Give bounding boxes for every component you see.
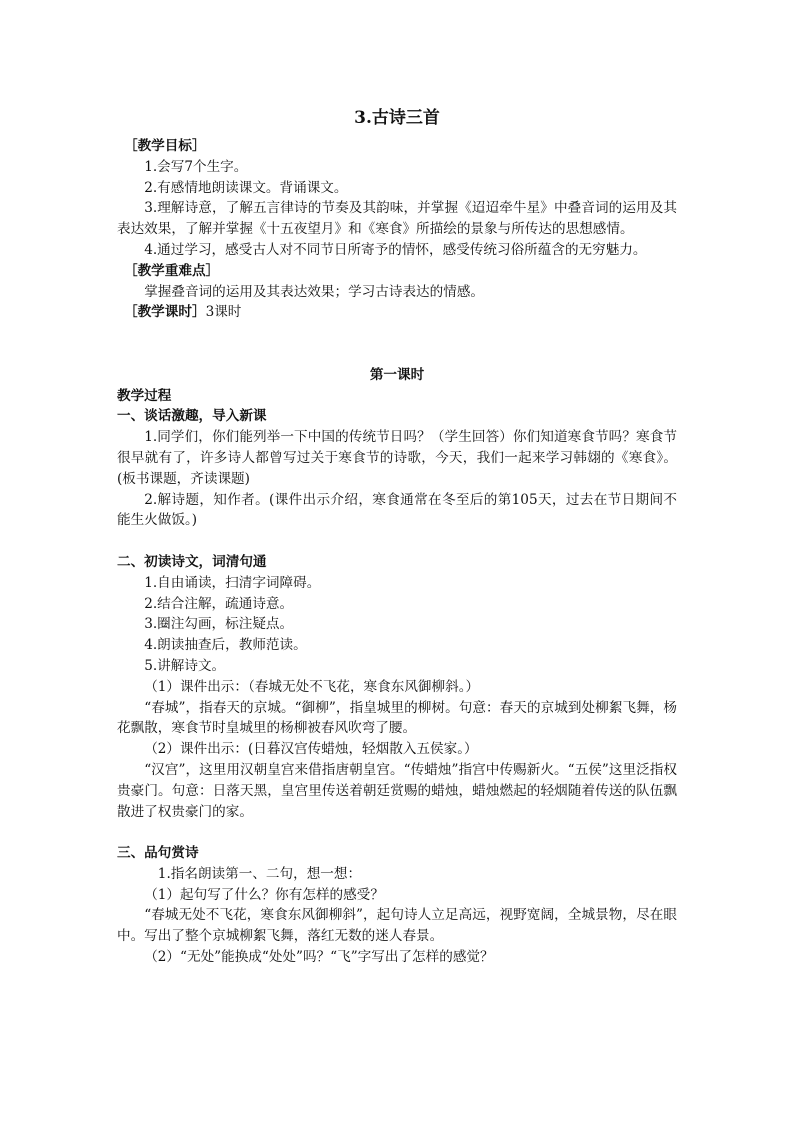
hours-line (117, 302, 677, 323)
section2-item-2: 2.结合注解，疏通诗意。 (144, 595, 294, 612)
section1-heading: 一、谈话激趣，导入新课 (117, 408, 267, 425)
goal-item-1: 1.会写7个生字。 (144, 158, 248, 175)
key-points-label: ［教学重难点］ (124, 262, 220, 279)
courseware-2: （2）课件出示：(日暮汉宫传蜡烛，轻烟散入五侯家。） (144, 741, 478, 758)
goal-item-4: 4.通过学习，感受古人对不同节日所寄予的情怀，感受传统习俗所蕴含的无穷魅力。 (144, 241, 647, 258)
section3-heading: 三、品句赏诗 (117, 845, 199, 862)
section1-item-1: 1.同学们，你们能列举一下中国的传统节日吗？（学生回答）你们知道寒食节吗？寒食节很早就有了，许多诗人都曾写过关于寒食节的诗歌，今天，我们一起来学习韩翃的《寒食》。(板书课题，齐读课题) (117, 429, 677, 487)
section3-sub-1: （1）起句写了什么？你有怎样的感受？ (144, 886, 384, 903)
section3-answer-1: “春城无处不飞花，寒食东风御柳斜”，起句诗人立足高远，视野宽阔，全城景物，尽在眼中。写出了整个京城柳絮飞舞，落红无数的迷人春景。 (117, 907, 677, 945)
courseware-1: （1）课件出示：（春城无处不飞花，寒食东风御柳斜。） (144, 678, 480, 695)
goal-item-3: 3.理解诗意，了解五言律诗的节奏及其韵味，并掌握《迢迢牵牛星》中叠音词的运用及其表达效果，了解并掌握《十五夜望月》和《寒食》所描绘的景象与所传达的思想感情。 (117, 200, 677, 238)
goals-label: ［教学目标］ (124, 138, 206, 154)
explanation-2: “汉宫”，这里用汉朝皇宫来借指唐朝皇宫。“传蜡烛”指宫中传赐新火。“五侯”这里泛指权贵豪门。句意：日落天黑，皇宫里传送着朝廷赏赐的蜡烛，蜡烛燃起的轻烟随着传送的队伍飘散进了权贵豪门的家。 (117, 761, 677, 820)
key-points-text: 掌握叠音词的运用及其表达效果；学习古诗表达的情感。 (144, 283, 485, 300)
hours-value: 3课时 (205, 304, 242, 321)
section2-item-1: 1.自由诵读，扫清字词障碍。 (144, 574, 321, 591)
document-page (117, 104, 677, 968)
lesson-title: 第一课时 (369, 366, 425, 383)
section2-heading: 二、初读诗文，词清句通 (117, 553, 267, 570)
hours-label: ［教学课时］ (124, 304, 206, 321)
section1-item-2: 2.解诗题，知作者。(课件出示介绍，寒食通常在冬至后的第105天，过去在节日期间不能生火做饭。) (117, 491, 677, 529)
section3-sub-2: （2）“无处”能换成“处处”吗？“飞”字写出了怎样的感觉？ (144, 949, 494, 966)
page-title: 3.古诗三首 (354, 108, 440, 128)
explanation-1: “春城”，指春天的京城。“御柳”，指皇城里的柳树。句意：春天的京城到处柳絮飞舞，杨花飘散，寒食节时皇城里的杨柳被春风吹弯了腰。 (117, 699, 677, 737)
section2-item-4: 4.朗读抽查后，教师范读。 (144, 637, 307, 654)
section2-item-3: 3.圈注勾画，标注疑点。 (144, 616, 294, 633)
process-label: 教学过程 (117, 387, 172, 404)
section2-item-5: 5.讲解诗文。 (144, 657, 226, 674)
section3-question: 1.指名朗读第一、二句，想一想： (157, 865, 362, 882)
goal-item-2: 2.有感情地朗读课文。背诵课文。 (144, 179, 348, 196)
